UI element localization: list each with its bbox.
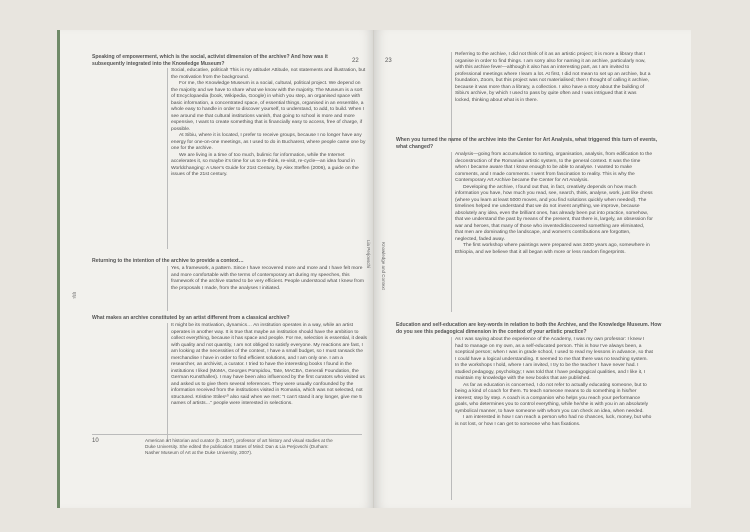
question-artist-archive: What makes an archive constituted by an artist different from a classical archive? bbox=[92, 315, 290, 321]
paragraph: We are living in a time of too much, bulimic for information, while the Internet accelerates it, so maybe it's time for us to re-think, re-visit, re-cycle—an idea found in Worldchanging: A User's Guide for 21st Century, by Alex Steffen (2006), a guide on the issues of the 21st century. bbox=[171, 152, 359, 177]
left-page bbox=[57, 30, 374, 508]
answer-education bbox=[452, 337, 653, 428]
paragraph: Yes, a framework, a pattern. Since I have recovered more and more and I have felt more and more comfortable with the terms of contemporary art during my speeches, this framework of the archive started to be very efficient. People understood what I knew from the proposals I made, from the analyses I initiated. bbox=[171, 266, 364, 291]
right-page bbox=[374, 30, 691, 508]
running-author: Lia Perjovschi bbox=[366, 240, 371, 269]
running-header-left: Ȩt̡s bbox=[72, 292, 77, 299]
page-number-right: 23 bbox=[385, 58, 392, 64]
paragraph: For me, the Knowledge Museum is a social, cultural, political project. We depend on the majority and we have to share what we know with the majority. The Museum is a sort of Encyclopaedia (book, Wikipedia, Google) in which you step, an organised space with basic information, a concentrated space, of essential things, organised in an ensemble, a whole easy to handle in order to discover yourself, to understand, to add, to build. When I see around me that cultural institutions vanish, that going to school is more and more expensive, I want to create something that is financially easy to access, free of charge, if possible. bbox=[171, 81, 365, 132]
paragraph: Developing the archive, I found out that, in fact, creativity depends on how much information you have, how much you read, see, search, think, analyse, work, just like chess (where you learn at least 5000 moves, and you find solutions quickly when needed). The timelines helped me understand that we do not invent anything, we improve, because absolutely any idea, even the brilliant ones, has already been put into practice, somehow, that we understand the past by means of the present, that there is, largely, an obsession for war and heroes, that many of those who invented/discovered something are eliminated, that men are dominating the landscape, and women's contributions are forgotten, neglected, faded away. bbox=[455, 184, 653, 242]
paragraph: At Sibiu, where it is located, I prefer to receive groups, because I no longer have any energy for one-on-one meetings, as I used to do in Bucharest, where people came one by one for the archive. bbox=[171, 133, 366, 151]
footnote-rule bbox=[92, 434, 362, 435]
page-number-left: 22 bbox=[352, 58, 359, 64]
paragraph: Referring to the archive, I did not think of it as an artistic project; it is more a library that I organise in order to find things. I am sorry also for naming it an archive, particularly now, with this archive fever—although it also has an interesting part, as I am invited to professional meetings where I learn a lot. At first, I did not mean to set up an archive, but a foundation, Zoom, but this project was not materialised; then I thought of calling it archive, because it was more than a library, a collection. I also have a story about the building of Sibiu's archive, by which I used to pass by quite often and I was intrigued that it was locked, thinking about what is in there. bbox=[455, 52, 651, 103]
question-context: Returning to the intention of the archive to provide a context… bbox=[92, 258, 244, 264]
page-edge-strip bbox=[57, 30, 60, 508]
paragraph: Analysis—going from accumulation to sorting, organisation, analysis, from edification to the deconstruction of the Romanian artistic system, to the general context. It was the time when I became aware that I know enough to be able to analyse. I wanted to make comments, and I made comments. I went from fascination to reality. This is why the Contemporary Art Archive became the Center for Art Analysis. bbox=[455, 152, 653, 183]
answer-empowerment bbox=[168, 68, 367, 179]
paragraph: Social, educative, political! This is my attitude! Attitude, not statements and illustration, but the motivation from the background. bbox=[171, 68, 366, 80]
answer-artist-archive bbox=[168, 323, 367, 408]
paragraph: As I was saying about the experience of the Academy, I was my own professor: I knew I had to manage on my own, as a self-educated person. This is how I've always been, a sceptical person; when I was in grade school, I used to read my lessons in advance, so that I could have a logical understanding. It seemed to me that there was no teaching system. In the workshops I hold, where I am invited, I try to be the teacher I have never had. I studied pedagogy, psychology; I was told that I have pedagogical qualities, and I like it, I maintain my knowledge with the new books that are published. bbox=[455, 337, 653, 381]
footnote-number: 10 bbox=[92, 438, 99, 444]
running-title: Knowledge and Context bbox=[381, 242, 386, 290]
answer-archive-library bbox=[452, 52, 653, 104]
paragraph: The first workshop where paintings were prepared was 3400 years ago, somewhere in Ethiopia, and we believe that it all began with more or less random fingerprints. bbox=[455, 243, 650, 255]
question-center-for-art-analysis: When you turned the name of the archive into the Center for Art Analysis, what triggered this turn of events, what changed? bbox=[396, 137, 658, 150]
paragraph: As far as education is concerned, I do not refer to actually educating someone, but to being a kind of coach for them. To teach someone means to do something in his/her interest; step by step. A coach is a companion who helps you reach your performance goals, who determines you to control everything, while he/she is with you in an absolutely symbolical manner, to have someone with whom you can check an idea, when needed. bbox=[455, 382, 649, 414]
paragraph: I am interested in how I can reach a person who had no chances, luck, money, but who is not lost, or how I can get to someone who has fixations. bbox=[455, 415, 652, 427]
question-empowerment: Speaking of empowerment, which is the social, activist dimension of the archive? And how was it subsequently integrated into the Knowledge Museum? bbox=[92, 54, 328, 67]
answer-context bbox=[168, 266, 367, 292]
paragraph: It might be its motivation, dynamics… An institution operates in a way, while an artist operates in another way. It is true that maybe an institution should have the ambition to collect everything, because it has space and people. For me, selection is essential, it deals with quality and not quantity, I am not obliged to satisfy everyone. My reactions are fast, I am looking at the necessities of the context, I have a small budget, so I must ransack the merchandise I have in order to find efficient solutions, and I am only one. I am a researcher, an archivist, a curator. I tried to have the interesting books I found in the institutions I liked (MoMA, Georges Pompidou, Tate, MACBA, Generali Foundation, the German Kunsthalles). I may have been also influenced by the first curators who visited us and asked us to give them several references. They were usually confounded by the information received from the institutions visited in Romania, which was not selected, not structured. Kristine Stiles¹⁰ also said when we met: "I can't stand it any longer, give me 5 names of artists…" people were interested in selections. bbox=[171, 323, 368, 406]
footnote-text: American art historian and curator (b. 1947), professor of art history and visual studies at the Duke University. She edited the publication States of Mind: Dan & Lia Perjovschi (Durham: Nasher Museum of Art at the Duke University, 2007). bbox=[145, 438, 333, 455]
answer-center-for-art-analysis bbox=[452, 152, 653, 256]
book-spread bbox=[57, 30, 691, 508]
question-education: Education and self-education are key-words in relation to both the Archive, and the Knowledge Museum. How do you see this pedagogical dimension in the context of your artistic practice? bbox=[396, 322, 662, 335]
